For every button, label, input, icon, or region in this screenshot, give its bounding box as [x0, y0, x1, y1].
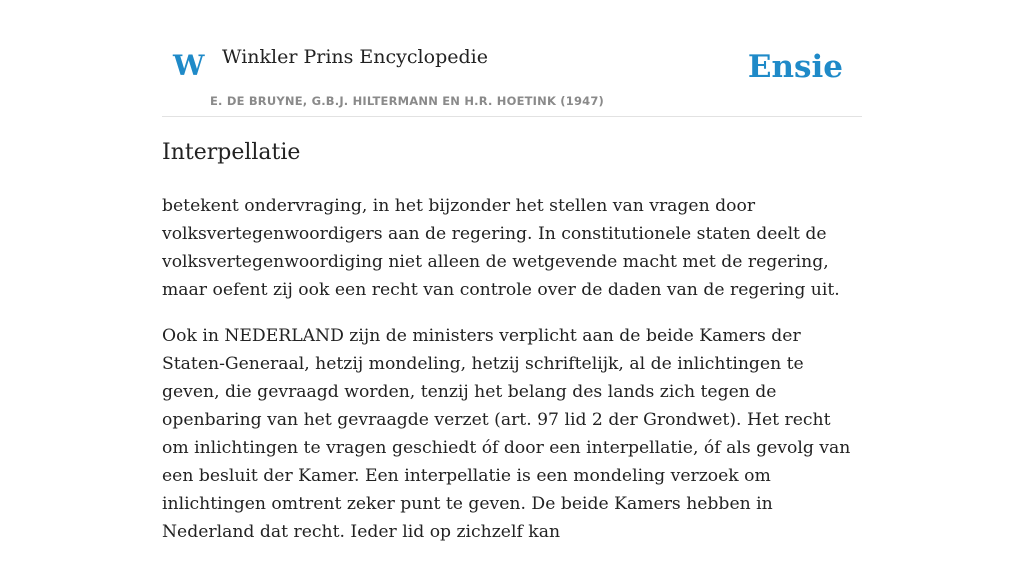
site-title[interactable]: Winkler Prins Encyclopedie [222, 46, 488, 68]
site-header [162, 36, 862, 117]
authors-line: E. DE BRUYNE, G.B.J. HILTERMANN EN H.R. HOETINK (1947) [210, 94, 605, 108]
article-body [162, 192, 862, 564]
site-logo-icon[interactable]: W [173, 49, 205, 82]
article-paragraph: betekent ondervraging, in het bijzonder het stellen van vragen door volksvertegenwoordigers aan de regering. In constitutionele staten deelt de volksvertegenwoordiging niet alleen de wetgevende macht met de regering, maar oefent zij ook een recht van controle over de daden van de regering uit. [162, 196, 840, 300]
article-title: Interpellatie [162, 140, 301, 165]
article-paragraph: Ook in NEDERLAND zijn de ministers verplicht aan de beide Kamers der Staten-Generaal, hetzij mondeling, hetzij schriftelijk, al de inlichtingen te geven, die gevraagd worden, tenzij het belang des lands zich tegen de openbaring van het gevraagde verzet (art. 97 lid 2 der Grondwet). Het recht om inlichtingen te vragen geschiedt óf door een interpellatie, óf als gevolg van een besluit der Kamer. Een interpellatie is een mondeling verzoek om inlichtingen omtrent zeker punt te geven. De beide Kamers hebben in Nederland dat recht. Ieder lid op zichzelf kan [162, 326, 851, 542]
brand-logo[interactable]: Ensie [747, 49, 843, 85]
